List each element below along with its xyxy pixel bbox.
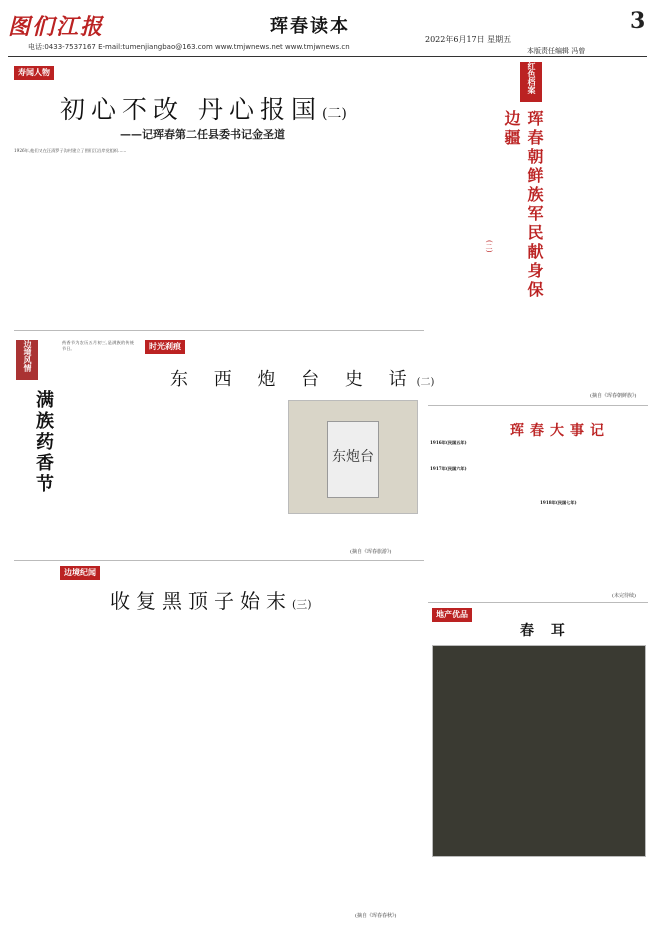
article5-title: 珲春大事记 [510,423,610,439]
article4-body-left [145,400,283,510]
timeline-entry: 1918年(民国七年) [540,500,577,505]
contact-info: 电话:0433-7537167 E-mail:tumenjiangbao@163.com www.tmjwnews.net www.tmjwnews.cn [28,43,350,51]
article1-tag: 寿闻人物 [14,66,54,80]
article7-tag: 地产优品 [432,608,472,622]
article4-tag: 时光刹痕 [145,340,185,354]
article4-title-part: (二) [416,377,435,388]
article6-intro [14,545,54,605]
article2-tag: 红色档案 [520,62,542,102]
header-rule [8,56,647,57]
article1-title-text: 初心不改 丹心报国 [60,95,322,124]
article6-tag: 边境纪闻 [60,566,100,580]
article5-body-right [540,440,645,590]
divider [14,330,424,331]
article1-subtitle: ——记珲春第二任县委书记金圣道 [120,128,285,141]
article4-source: (摘自《珲春旅游》) [350,549,392,555]
article6-source: (摘自《珲春春秋》) [355,913,397,919]
monument-stone [327,421,379,498]
article5-source: (未完待续) [612,593,636,599]
article1-body [14,148,424,328]
article2-source: (摘自《珲春朝鲜族》) [590,393,637,399]
article2-body-left [430,62,515,382]
monument-photo [288,400,418,514]
newspaper-logo: 图们江报 [8,14,105,40]
article2-title: 珲春朝鲜族军民献身保边疆 [502,110,544,300]
article2-body-right [540,62,645,382]
article4-title [170,365,434,391]
article1-title [60,90,347,126]
article6-body [14,620,424,920]
monument-text: 东炮台 [332,449,374,465]
article2-part: (二) [485,240,493,253]
timeline-entry: 1917年(民国六年) [430,466,467,472]
article3-tag: 边境风情 [16,340,38,380]
fungus-photo [432,645,646,857]
issue-date: 2022年6月17日 星期五 [425,35,512,44]
article7-title: 春 耳 [520,623,571,639]
article6-title-part: (三) [292,598,312,611]
article4-title-text: 东 西 炮 台 史 话 [170,369,417,390]
article6-title [110,585,312,614]
article1-body-text: 1926年,他们又在汪清罗子沟村建立了图们江沿岸党组织…… [14,148,127,153]
article1-title-part: (二) [321,106,347,122]
page-number: 3 [630,8,646,34]
editor-credit: 本版责任编辑 冯曾 [527,47,586,55]
article5-body-left [430,440,535,590]
divider [428,405,648,406]
divider [428,602,648,603]
article6-title-text: 收复黑顶子始末 [110,589,292,613]
article7-body-right [542,860,644,925]
article3-body [62,340,134,535]
article3-title: 满族药香节 [33,390,54,495]
article7-body-left [432,860,534,925]
article3-body-text: 药香节为农历五月初三,是满族的传统节日。 [62,340,134,352]
divider [14,560,424,561]
section-title: 珲春读本 [270,16,350,37]
timeline-entry: 1916年(民国五年) [430,440,467,445]
